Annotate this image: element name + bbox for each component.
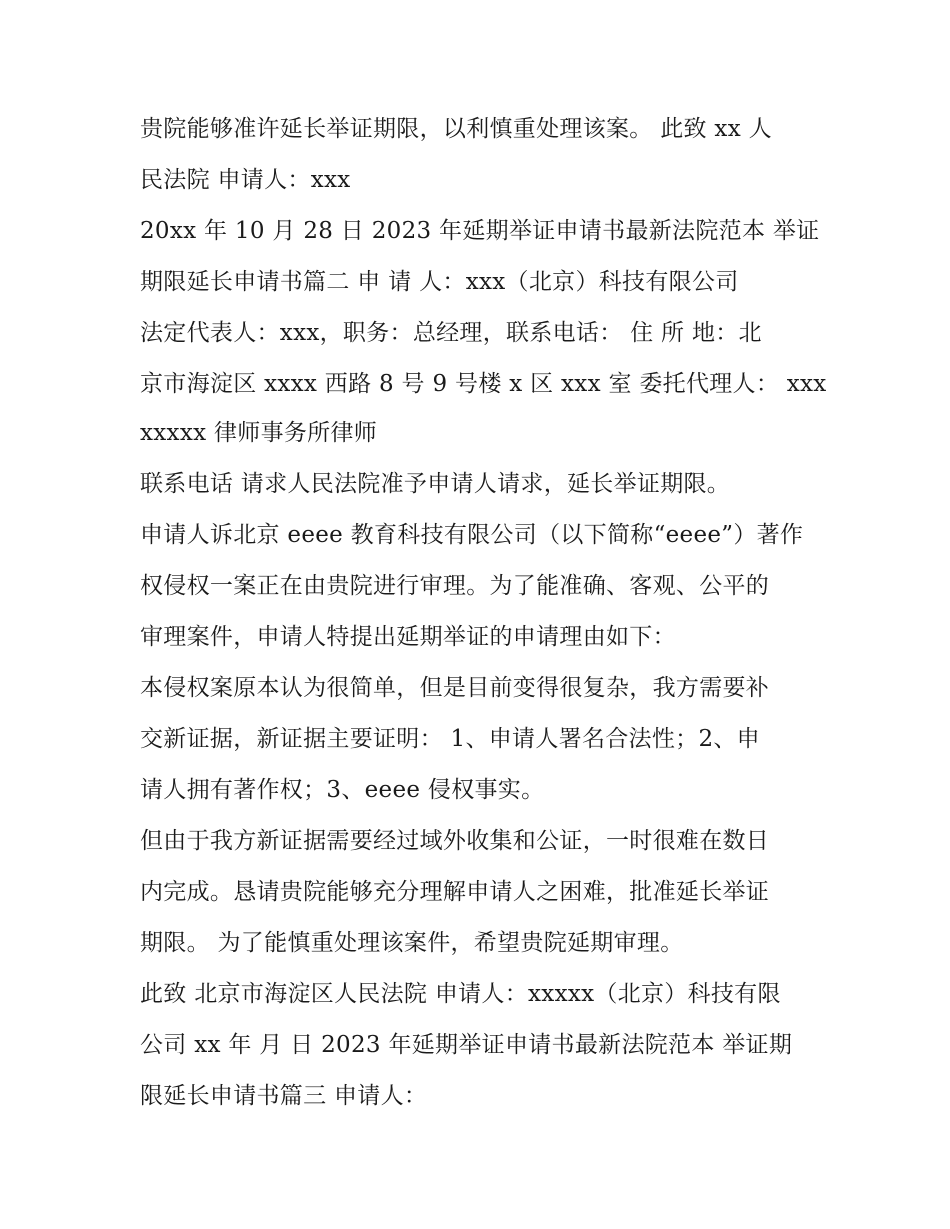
text-line: 联系电话 请求人民法院准予申请人请求，延长举证期限。 (140, 471, 731, 497)
text-line: 内完成。恳请贵院能够充分理解申请人之困难，批准延长举证 (140, 879, 770, 905)
text-line: 贵院能够准许延长举证期限，以利慎重处理该案。 此致 xx 人 (140, 116, 772, 142)
text-line: xxxxx 律师事务所律师 (140, 420, 378, 446)
text-line: 权侵权一案正在由贵院进行审理。为了能准确、客观、公平的 (140, 573, 770, 599)
text-line: 民法院 申请人：xxx (140, 167, 351, 193)
text-line: 审理案件，申请人特提出延期举证的申请理由如下： (140, 624, 676, 650)
text-line: 20xx 年 10 月 28 日 2023 年延期举证申请书最新法院范本 举证 (140, 218, 820, 244)
text-line: 请人拥有著作权；3、eeee 侵权事实。 (140, 777, 545, 803)
text-line: 公司 xx 年 月 日 2023 年延期举证申请书最新法院范本 举证期 (140, 1032, 793, 1058)
text-line: 期限。 为了能慎重处理该案件，希望贵院延期审理。 (140, 930, 684, 956)
text-line: 本侵权案原本认为很简单，但是目前变得很复杂，我方需要补 (140, 675, 770, 701)
text-line: 限延长申请书篇三 申请人： (140, 1083, 428, 1109)
text-line: 期限延长申请书篇二 申 请 人：xxx（北京）科技有限公司 (140, 269, 739, 295)
text-line: 但由于我方新证据需要经过域外收集和公证，一时很难在数日 (140, 828, 770, 854)
text-line: 此致 北京市海淀区人民法院 申请人：xxxxx（北京）科技有限 (140, 981, 781, 1007)
text-line: 申请人诉北京 eeee 教育科技有限公司（以下简称“eeee”）著作 (140, 522, 804, 548)
text-line: 法定代表人：xxx，职务：总经理，联系电话： 住 所 地：北 (140, 320, 762, 346)
text-line: 交新证据，新证据主要证明： 1、申请人署名合法性；2、申 (140, 726, 760, 752)
text-line: 京市海淀区 xxxx 西路 8 号 9 号楼 x 区 xxx 室 委托代理人： xxx (140, 371, 827, 397)
